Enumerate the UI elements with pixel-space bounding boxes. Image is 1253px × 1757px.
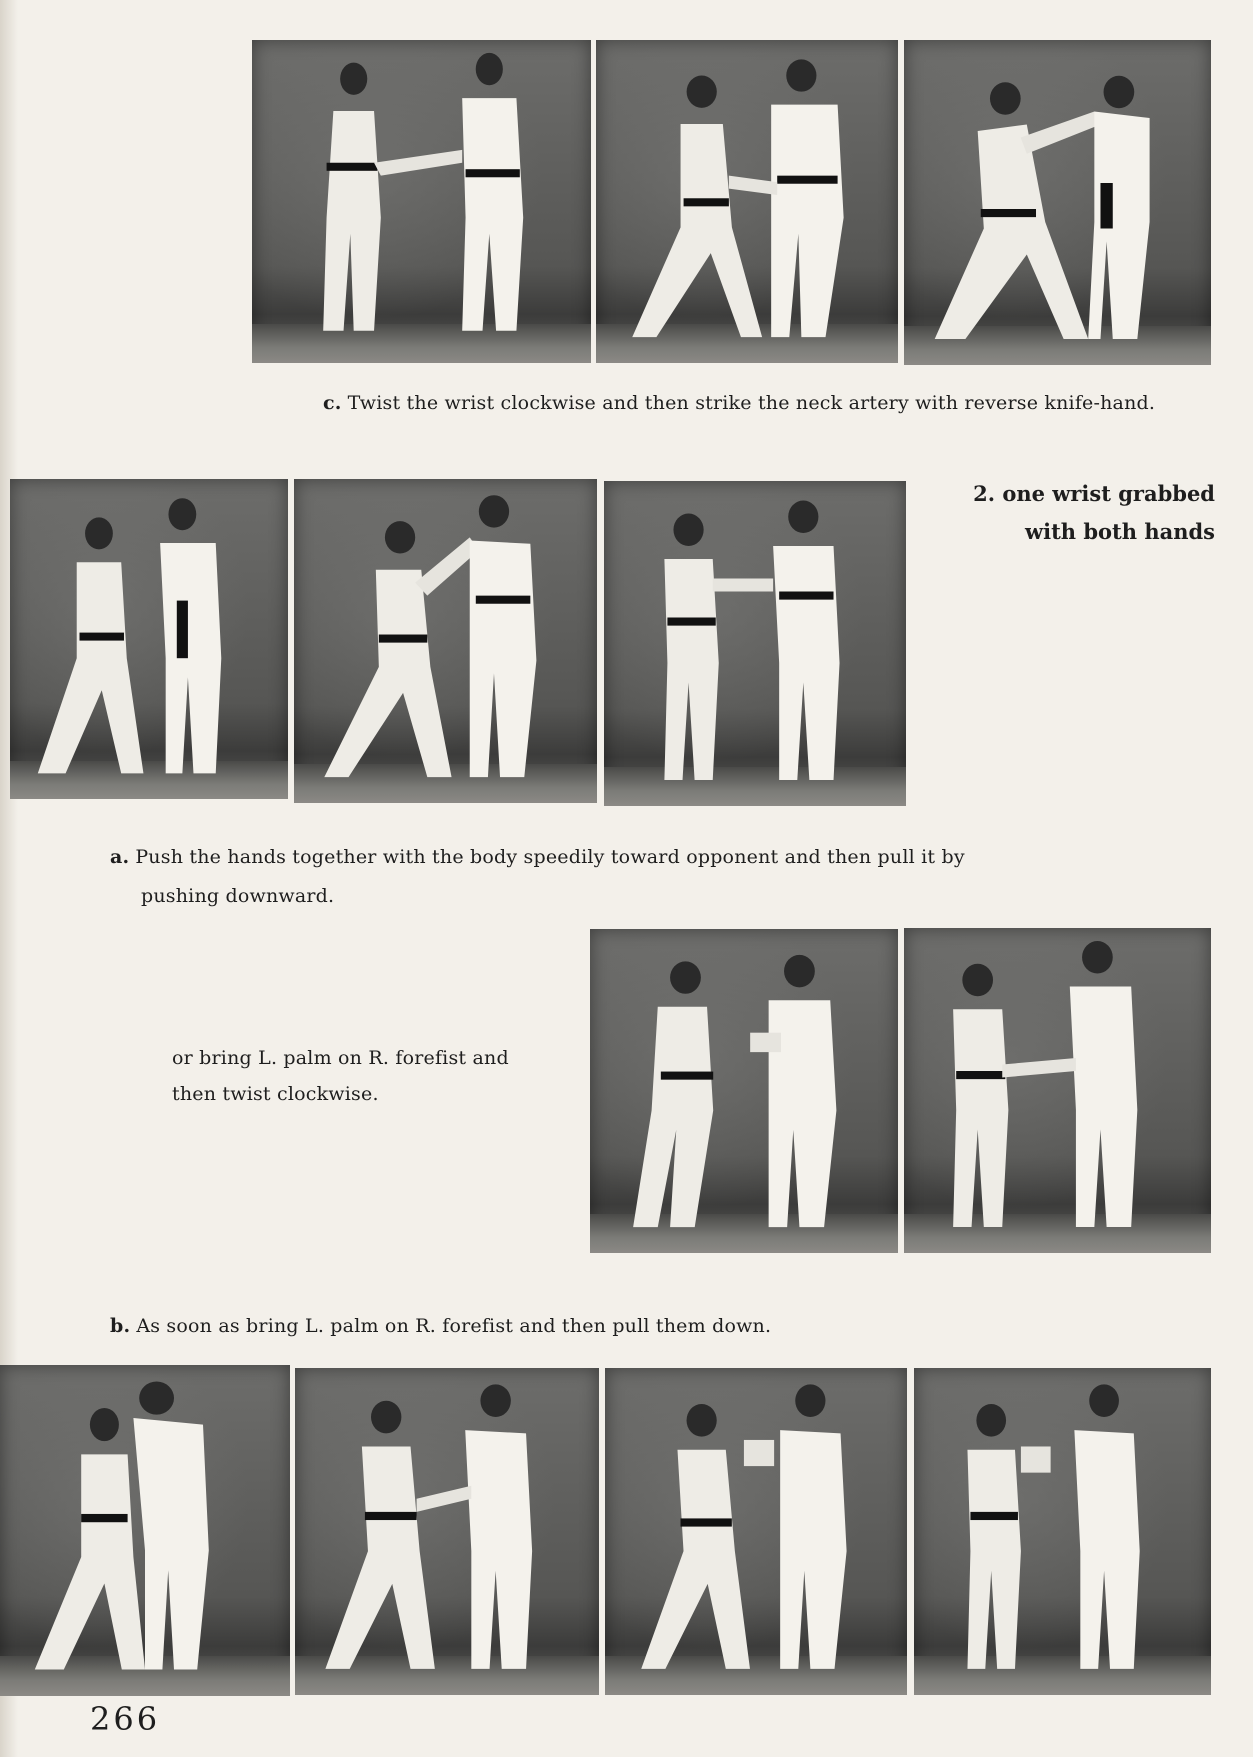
- caption-text: Twist the wrist clockwise and then strike the neck artery with reverse knife-hand.: [347, 392, 1156, 414]
- photo-a-3: [604, 481, 906, 806]
- caption-text: pushing downward.: [141, 885, 335, 907]
- caption-text: As soon as bring L. palm on R. forefist and then pull them down.: [136, 1315, 772, 1337]
- photo-a-2: [294, 479, 597, 803]
- photo-b-1: [0, 1365, 290, 1696]
- caption-alt: [172, 1040, 509, 1112]
- photo-c-1: [252, 40, 591, 363]
- caption-marker: c.: [323, 392, 342, 414]
- caption-alt-line-2: then twist clockwise.: [172, 1083, 379, 1105]
- section-heading: [973, 475, 1215, 551]
- heading-line-2: with both hands: [1025, 519, 1215, 544]
- caption-marker: b.: [110, 1315, 131, 1337]
- photo-c-2: [596, 40, 898, 363]
- caption-marker: a.: [110, 846, 130, 868]
- photo-b-2: [295, 1368, 599, 1695]
- caption-alt-line-1: or bring L. palm on R. forefist and: [172, 1047, 509, 1069]
- caption-text: Push the hands together with the body speedily toward opponent and then pull it by: [135, 846, 965, 868]
- photo-alt-1: [590, 929, 898, 1253]
- heading-line-1: 2. one wrist grabbed: [973, 481, 1215, 506]
- caption-a-continued: [141, 885, 334, 907]
- photo-b-3: [605, 1368, 907, 1695]
- page-number: 266: [90, 1700, 161, 1738]
- caption-a: [110, 846, 965, 868]
- caption-c: [323, 392, 1155, 414]
- photo-a-1: [10, 479, 288, 799]
- caption-b: [110, 1315, 771, 1337]
- photo-b-4: [914, 1368, 1211, 1695]
- photo-alt-2: [904, 928, 1211, 1253]
- photo-c-3: [904, 40, 1211, 365]
